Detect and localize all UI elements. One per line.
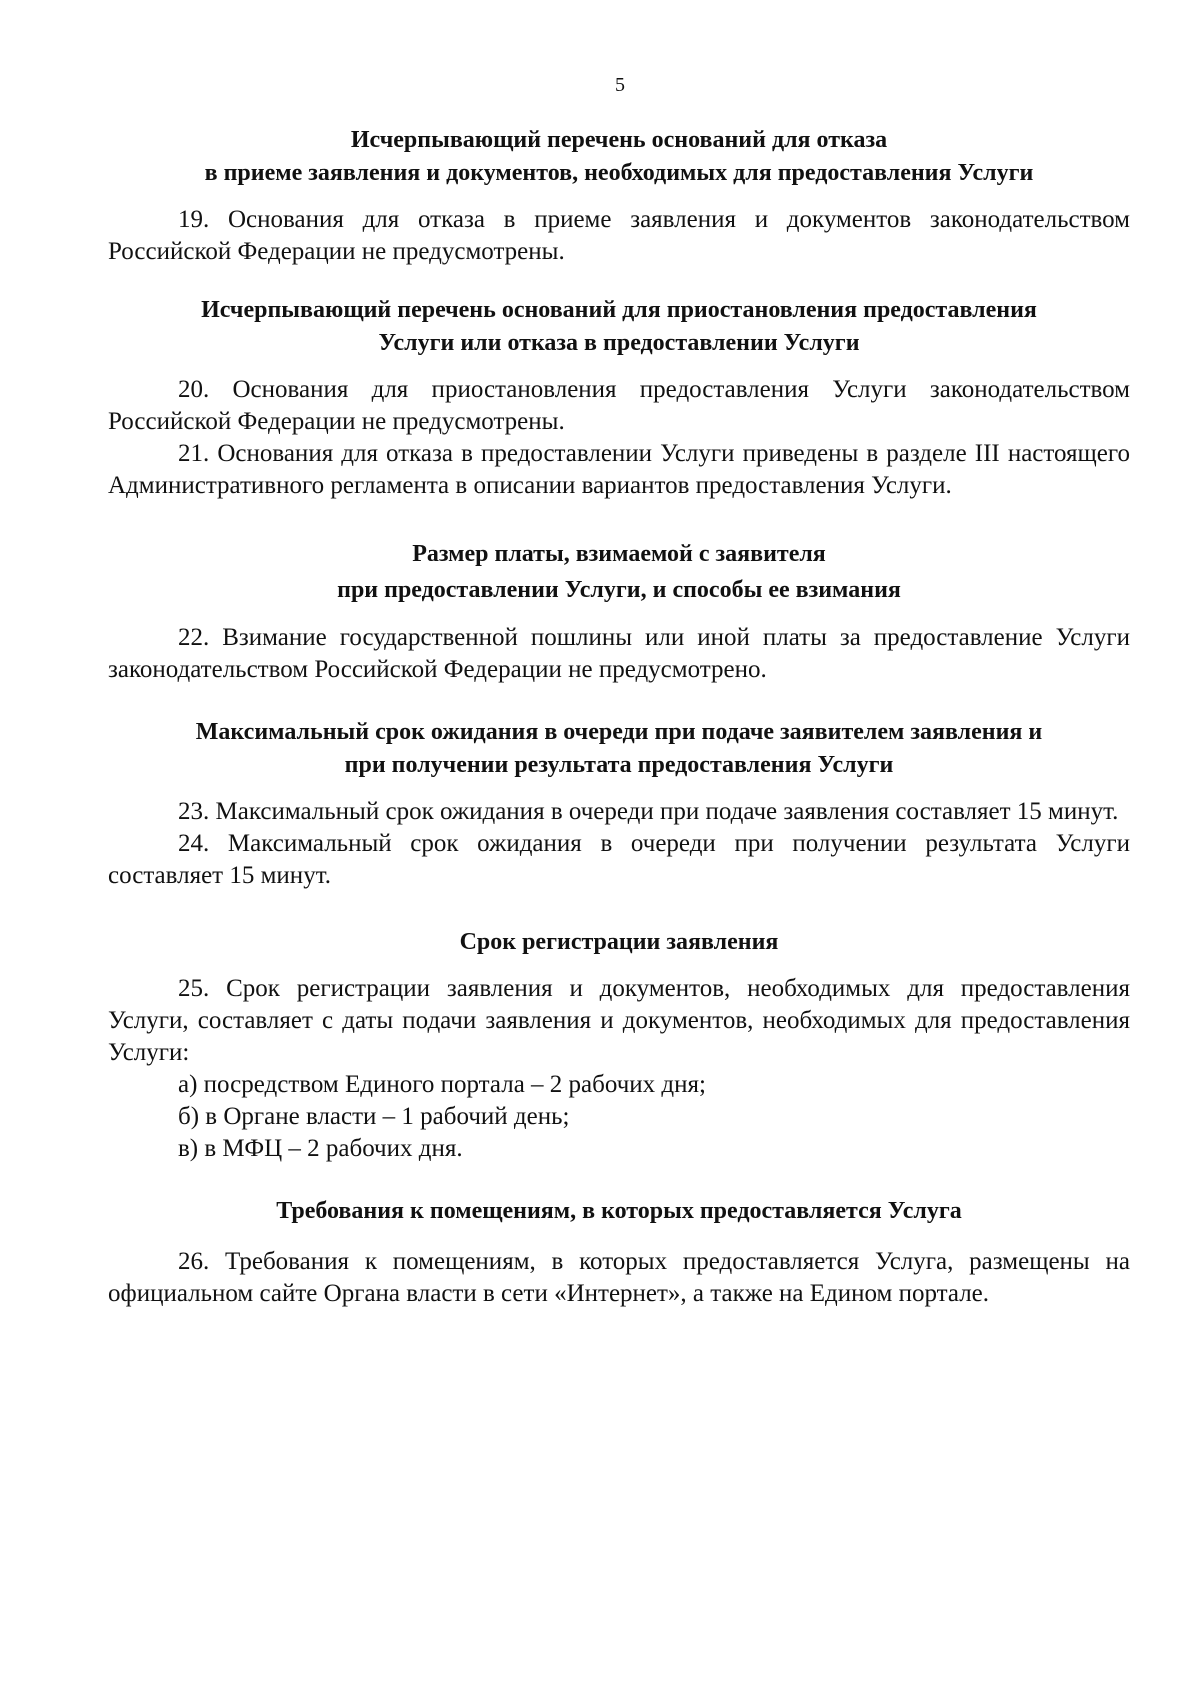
section-heading bbox=[108, 716, 1130, 782]
heading-line: Исчерпывающий перечень оснований для приостановления предоставления bbox=[201, 297, 1037, 323]
section-heading bbox=[108, 926, 1130, 959]
paragraph-21: 21. Основания для отказа в предоставлении Услуги приведены в разделе III настоящего Административного регламента в описании вариантов предоставления Услуги. bbox=[108, 440, 1130, 499]
section-queue-time bbox=[108, 716, 1130, 892]
heading-line: Услуги или отказа в предоставлении Услуги bbox=[378, 330, 860, 356]
list-item: б) в Органе власти – 1 рабочий день; bbox=[178, 1103, 570, 1130]
document-body bbox=[108, 124, 1130, 1310]
section-heading bbox=[108, 1195, 1130, 1228]
section-suspension-refusal bbox=[108, 294, 1130, 502]
paragraph-24: 24. Максимальный срок ожидания в очереди при получении результата Услуги составляет 15 минут. bbox=[108, 830, 1130, 889]
paragraph-23: 23. Максимальный срок ожидания в очереди при подаче заявления составляет 15 минут. bbox=[178, 798, 1119, 825]
section-heading bbox=[108, 536, 1130, 608]
paragraph-25: 25. Срок регистрации заявления и документов, необходимых для предоставления Услуги, составляет с даты подачи заявления и документов, необходимых для предоставления Услуги: bbox=[108, 975, 1130, 1066]
paragraph-19: 19. Основания для отказа в приеме заявления и документов законодательством Российской Федерации не предусмотрены. bbox=[108, 206, 1130, 265]
heading-line: Исчерпывающий перечень оснований для отказа bbox=[350, 127, 888, 153]
section-refusal-acceptance bbox=[108, 124, 1130, 268]
heading-line: при получении результата предоставления Услуги bbox=[344, 752, 894, 778]
heading-line: Срок регистрации заявления bbox=[459, 929, 779, 955]
section-heading bbox=[108, 294, 1130, 360]
heading-line: Максимальный срок ожидания в очереди при подаче заявителем заявления и bbox=[195, 719, 1043, 745]
heading-line: Размер платы, взимаемой с заявителя bbox=[412, 541, 826, 567]
heading-line: Требования к помещениям, в которых предоставляется Услуга bbox=[276, 1198, 962, 1224]
list-item: в) в МФЦ – 2 рабочих дня. bbox=[178, 1135, 463, 1162]
paragraph-26: 26. Требования к помещениям, в которых предоставляется Услуга, размещены на официальном сайте Органа власти в сети «Интернет», а также на Едином портале. bbox=[108, 1248, 1130, 1307]
paragraph-22: 22. Взимание государственной пошлины или иной платы за предоставление Услуги законодательством Российской Федерации не предусмотрено. bbox=[108, 624, 1130, 683]
section-fee bbox=[108, 536, 1130, 686]
list-item: а) посредством Единого портала – 2 рабочих дня; bbox=[178, 1071, 706, 1098]
paragraph-20: 20. Основания для приостановления предоставления Услуги законодательством Российской Федерации не предусмотрены. bbox=[108, 376, 1130, 435]
page-number: 5 bbox=[615, 74, 625, 96]
heading-line: при предоставлении Услуги, и способы ее взимания bbox=[337, 577, 901, 603]
section-premises bbox=[108, 1195, 1130, 1310]
section-registration-term bbox=[108, 926, 1130, 1165]
heading-line: в приеме заявления и документов, необходимых для предоставления Услуги bbox=[204, 160, 1034, 186]
section-heading bbox=[108, 124, 1130, 190]
